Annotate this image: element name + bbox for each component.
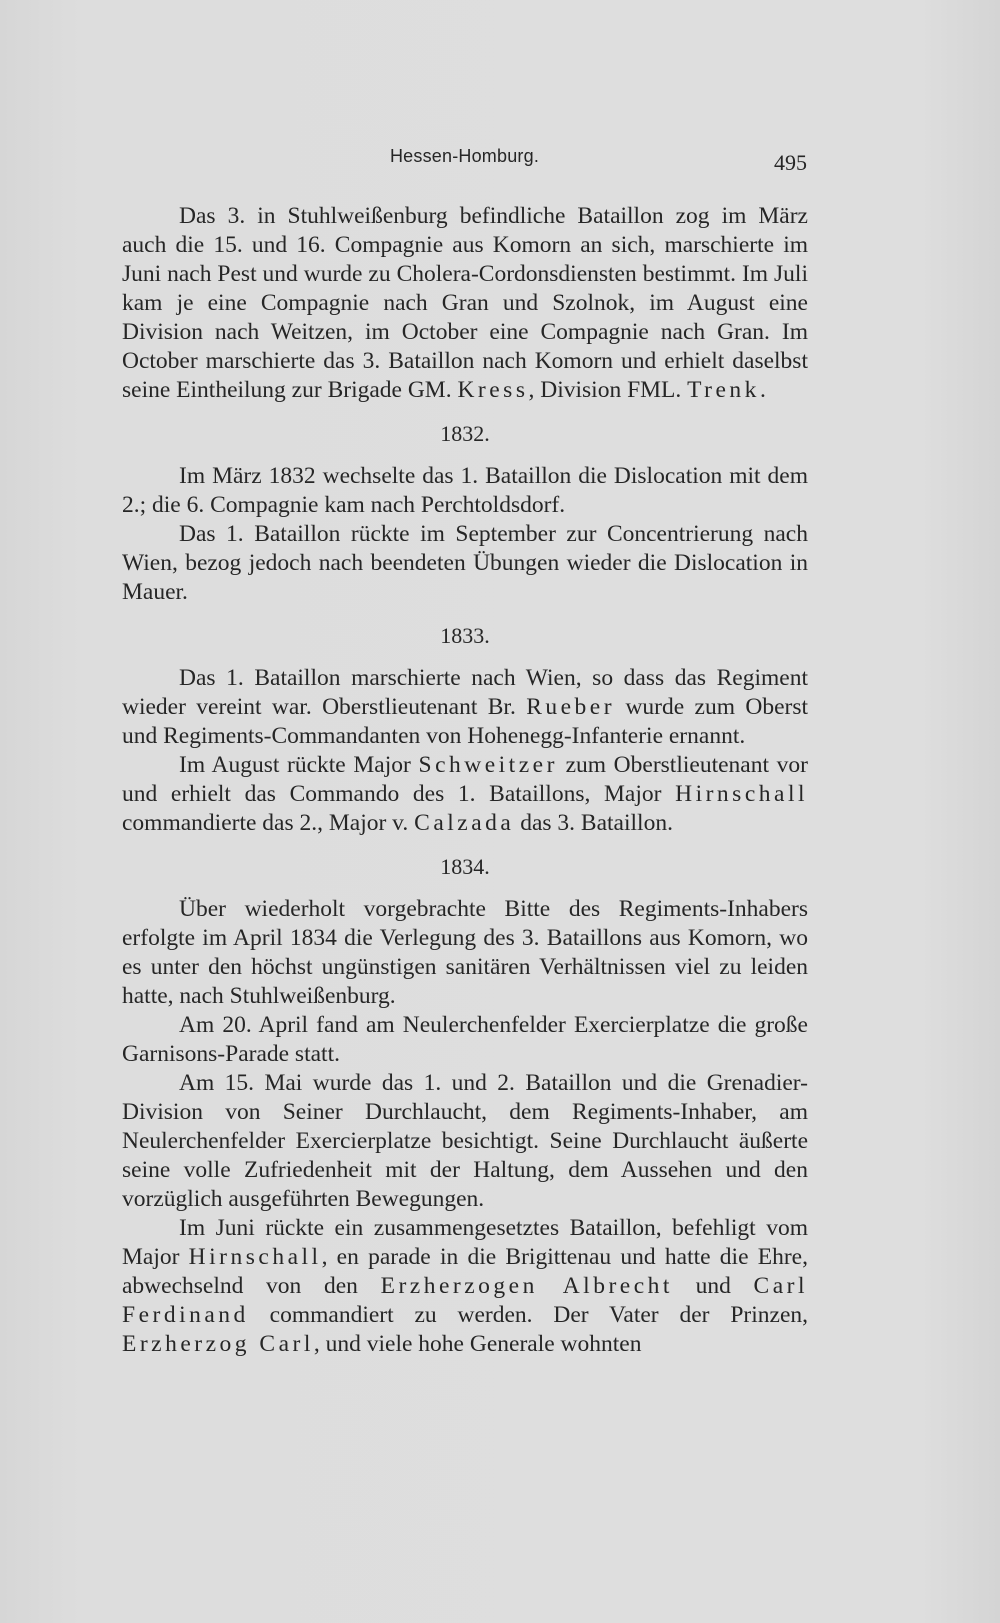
- year-heading-1833: 1833.: [440, 623, 490, 648]
- year-heading-1832: 1832.: [440, 421, 490, 446]
- text-run: , en parade in die Brigittenau und hatte die Ehre, abwechselnd von den: [122, 1244, 808, 1299]
- paragraph-7: Am 20. April fand am Neulerchenfelder Exercierplatze die große Garnisons-Parade statt.: [122, 1012, 808, 1067]
- text-run: Das 1. Bataillon marschierte nach Wien, so dass das Regiment wieder vereint war. Oberstlieutenant Br.: [122, 665, 808, 720]
- name-hirnschall: Hirnschall: [188, 1244, 322, 1270]
- name-hirnschall: Hirnschall: [675, 781, 808, 807]
- paragraph-8: Am 15. Mai wurde das 1. und 2. Bataillon und die Grenadier-Division von Seiner Durchlaucht, dem Regiments-Inhaber, am Neulerchenfelder Exercierplatze besichtigt. Seine Durchlaucht äußerte seine volle Zufriedenheit mit der Haltung, dem Aussehen und den vorzüglich ausgeführten Bewegungen.: [122, 1070, 808, 1212]
- name-trenk: Trenk: [687, 377, 760, 403]
- paragraph-3: Das 1. Bataillon rückte im September zur Concentrierung nach Wien, bezog jedoch nach beendeten Übungen wieder die Dislocation in Mauer.: [122, 521, 808, 605]
- text-run: Im Juni rückte ein zusammengesetztes Bataillon, befehligt vom Major: [122, 1215, 808, 1270]
- page-number: 495: [774, 150, 807, 175]
- text-run: wurde zum Oberst und Regiments-Commandanten von Hohenegg-Infanterie ernannt.: [122, 694, 809, 749]
- text-run: Das 3. in Stuhlweißenburg befindliche Bataillon zog im März auch die 15. und 16. Compagnie aus Komorn an sich, marschierte im Juni nach Pest und wurde zu Cholera-Cordonsdiensten bestimmt. Im Juli kam je eine Compagnie nach Gran und Szolnok, im August eine Division nach Weitzen, im October eine Compagnie nach Gran. Im October marschierte das 3. Bataillon nach Komorn und erhielt daselbst seine Eintheilung zur Brigade GM.: [122, 203, 808, 403]
- text-run: commandiert zu werden. Der Vater der Prinzen,: [248, 1302, 808, 1328]
- text-run: , und viele hohe Generale wohnten: [313, 1331, 642, 1357]
- text-run: und: [672, 1273, 754, 1299]
- paragraph-1: [122, 202, 808, 405]
- name-kress: Kress: [457, 377, 529, 403]
- text-run: Im August rückte Major: [179, 752, 419, 778]
- name-schweitzer: Schweitzer: [418, 752, 558, 778]
- paragraph-4: [122, 664, 808, 751]
- name-calzada: Calzada: [414, 810, 515, 836]
- paragraph-6: Über wiederholt vorgebrachte Bitte des Regiments-Inhabers erfolgte im April 1834 die Verlegung des 3. Bataillons aus Komorn, wo es unter den höchst ungünstigen sanitären Verhältnissen viel zu leiden hatte, nach Stuhlweißenburg.: [122, 896, 808, 1009]
- paragraph-5: [122, 751, 808, 838]
- page-header: [122, 146, 807, 176]
- page-body: [122, 202, 808, 1359]
- name-carl-ferdinand: Carl Ferdinand: [122, 1273, 808, 1328]
- name-erzherzogen-albrecht: Erzherzogen Albrecht: [380, 1273, 673, 1299]
- text-run: .: [759, 377, 766, 403]
- running-title: Hessen-Homburg.: [389, 146, 540, 166]
- text-run: commandierte das 2., Major v.: [122, 810, 415, 836]
- paragraph-9: [122, 1214, 808, 1359]
- paragraph-2: Im März 1832 wechselte das 1. Bataillon die Dislocation mit dem 2.; die 6. Compagnie kam nach Perchtoldsdorf.: [122, 463, 808, 518]
- year-heading-1834: 1834.: [440, 854, 490, 879]
- name-rueber: Rueber: [526, 694, 616, 720]
- text-run: das 3. Bataillon.: [514, 810, 673, 836]
- text-run: zum Oberstlieutenant vor und erhielt das Commando des 1. Bataillons, Major: [122, 752, 808, 807]
- name-erzherzog-carl: Erzherzog Carl: [122, 1331, 314, 1357]
- text-run: , Division FML.: [528, 377, 688, 403]
